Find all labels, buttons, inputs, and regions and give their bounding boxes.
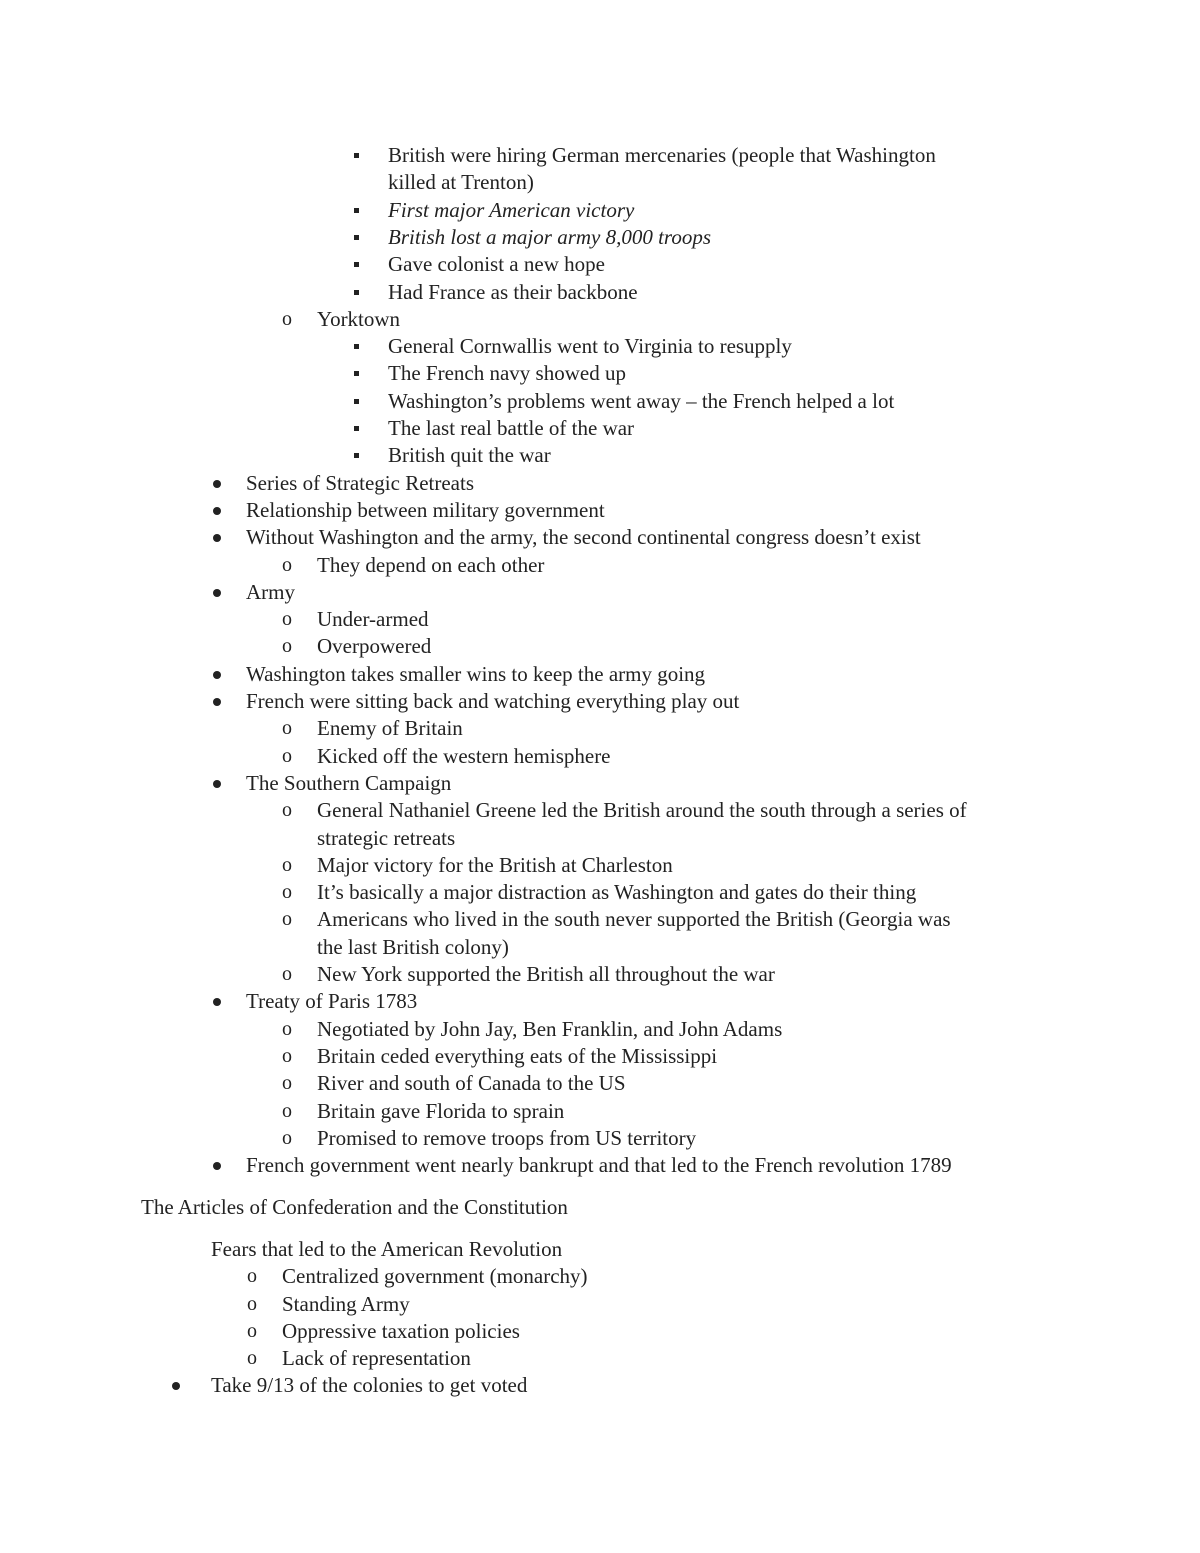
- list-item-text: Without Washington and the army, the second continental congress doesn’t exist: [246, 525, 921, 550]
- disc-bullet-icon: [213, 480, 221, 488]
- disc-bullet-icon: [172, 1382, 180, 1390]
- circle-bullet-icon: o: [282, 744, 292, 767]
- circle-bullet-icon: o: [282, 963, 292, 985]
- circle-bullet-icon: o: [282, 1017, 292, 1040]
- list-item-text: Overpowered: [317, 634, 432, 659]
- square-bullet-icon: [354, 426, 359, 431]
- list-item-text: They depend on each other: [317, 552, 545, 577]
- circle-bullet-icon: o: [282, 1099, 292, 1122]
- list-item-text-continued: killed at Trenton): [388, 170, 534, 195]
- circle-bullet-icon: o: [247, 1265, 257, 1287]
- section-heading: The Articles of Confederation and the Constitution: [141, 1195, 568, 1219]
- square-bullet-icon: [354, 371, 359, 376]
- list-item-text: Standing Army: [282, 1292, 410, 1316]
- list-item-text: Yorktown: [317, 306, 401, 331]
- circle-bullet-icon: o: [282, 881, 292, 904]
- disc-bullet-icon: [213, 534, 221, 542]
- circle-bullet-icon: o: [282, 1126, 292, 1149]
- list-item-text: Army: [246, 579, 295, 604]
- square-bullet-icon: [354, 262, 359, 267]
- list-item-text: Americans who lived in the south never supported the British (Georgia was: [317, 907, 951, 932]
- list-item-text: Washington’s problems went away – the French helped a lot: [388, 388, 895, 413]
- list-item-text: Under-armed: [317, 607, 429, 632]
- square-bullet-icon: [354, 290, 359, 295]
- list-item-text: French were sitting back and watching everything play out: [246, 689, 740, 713]
- square-bullet-icon: [354, 235, 359, 240]
- list-item-text: Britain ceded everything eats of the Mississippi: [317, 1043, 718, 1068]
- list-item-text: Centralized government (monarchy): [282, 1264, 588, 1288]
- circle-bullet-icon: o: [282, 1072, 292, 1095]
- list-item-text: River and south of Canada to the US: [317, 1071, 626, 1096]
- list-item-text: Promised to remove troops from US territory: [317, 1125, 697, 1150]
- list-item-text: Series of Strategic Retreats: [246, 470, 475, 495]
- circle-bullet-icon: o: [282, 635, 292, 658]
- circle-bullet-icon: o: [282, 307, 292, 330]
- square-bullet-icon: [354, 453, 359, 458]
- list-item-text: French government went nearly bankrupt and that led to the French revolution 1789: [246, 1153, 952, 1178]
- circle-bullet-icon: o: [247, 1293, 257, 1315]
- list-item-text: General Nathaniel Greene led the British around the south through a series of: [317, 798, 967, 823]
- circle-bullet-icon: o: [282, 717, 292, 740]
- disc-bullet-icon: [213, 998, 221, 1006]
- section-subheading: Fears that led to the American Revolution: [211, 1237, 563, 1261]
- list-item-text: British lost a major army 8,000 troops: [388, 224, 711, 249]
- list-item-text: Enemy of Britain: [317, 716, 463, 741]
- list-item-text: Britain gave Florida to sprain: [317, 1098, 565, 1123]
- circle-bullet-icon: o: [282, 553, 292, 576]
- list-item-text: Take 9/13 of the colonies to get voted: [211, 1373, 528, 1397]
- disc-bullet-icon: [213, 671, 221, 679]
- list-item-text: First major American victory: [388, 197, 635, 222]
- list-item-text: Had France as their backbone: [388, 279, 638, 304]
- circle-bullet-icon: o: [247, 1347, 257, 1369]
- circle-bullet-icon: o: [282, 1044, 292, 1067]
- list-item-text: The last real battle of the war: [388, 416, 635, 440]
- list-item-text-continued: the last British colony): [317, 934, 509, 959]
- list-item-text: New York supported the British all throughout the war: [317, 962, 775, 986]
- list-item-text: Washington takes smaller wins to keep the army going: [246, 661, 706, 686]
- list-item-text: Oppressive taxation policies: [282, 1319, 520, 1343]
- list-item-text: Kicked off the western hemisphere: [317, 743, 611, 768]
- disc-bullet-icon: [213, 507, 221, 515]
- list-item-text: General Cornwallis went to Virginia to resupply: [388, 334, 792, 359]
- list-item-text: Treaty of Paris 1783: [246, 989, 418, 1014]
- circle-bullet-icon: o: [247, 1320, 257, 1342]
- list-item-text: Lack of representation: [282, 1346, 471, 1370]
- circle-bullet-icon: o: [282, 608, 292, 631]
- circle-bullet-icon: o: [282, 908, 292, 931]
- list-item-text: Relationship between military government: [246, 497, 605, 522]
- list-item-text: British quit the war: [388, 443, 551, 468]
- list-item-text: It’s basically a major distraction as Washington and gates do their thing: [317, 880, 917, 905]
- circle-bullet-icon: o: [282, 799, 292, 822]
- disc-bullet-icon: [213, 698, 221, 706]
- square-bullet-icon: [354, 344, 359, 349]
- square-bullet-icon: [354, 208, 359, 213]
- list-item-text-continued: strategic retreats: [317, 825, 456, 850]
- list-item-text: British were hiring German mercenaries (people that Washington: [388, 143, 936, 167]
- list-item-text: The Southern Campaign: [246, 770, 452, 795]
- disc-bullet-icon: [213, 589, 221, 597]
- disc-bullet-icon: [213, 1162, 221, 1170]
- list-item-text: Major victory for the British at Charleston: [317, 852, 673, 877]
- list-item-text: Gave colonist a new hope: [388, 252, 605, 277]
- square-bullet-icon: [354, 399, 359, 404]
- circle-bullet-icon: o: [282, 853, 292, 876]
- list-item-text: Negotiated by John Jay, Ben Franklin, and John Adams: [317, 1016, 783, 1041]
- list-item-text: The French navy showed up: [388, 361, 626, 386]
- square-bullet-icon: [354, 153, 359, 158]
- disc-bullet-icon: [213, 780, 221, 788]
